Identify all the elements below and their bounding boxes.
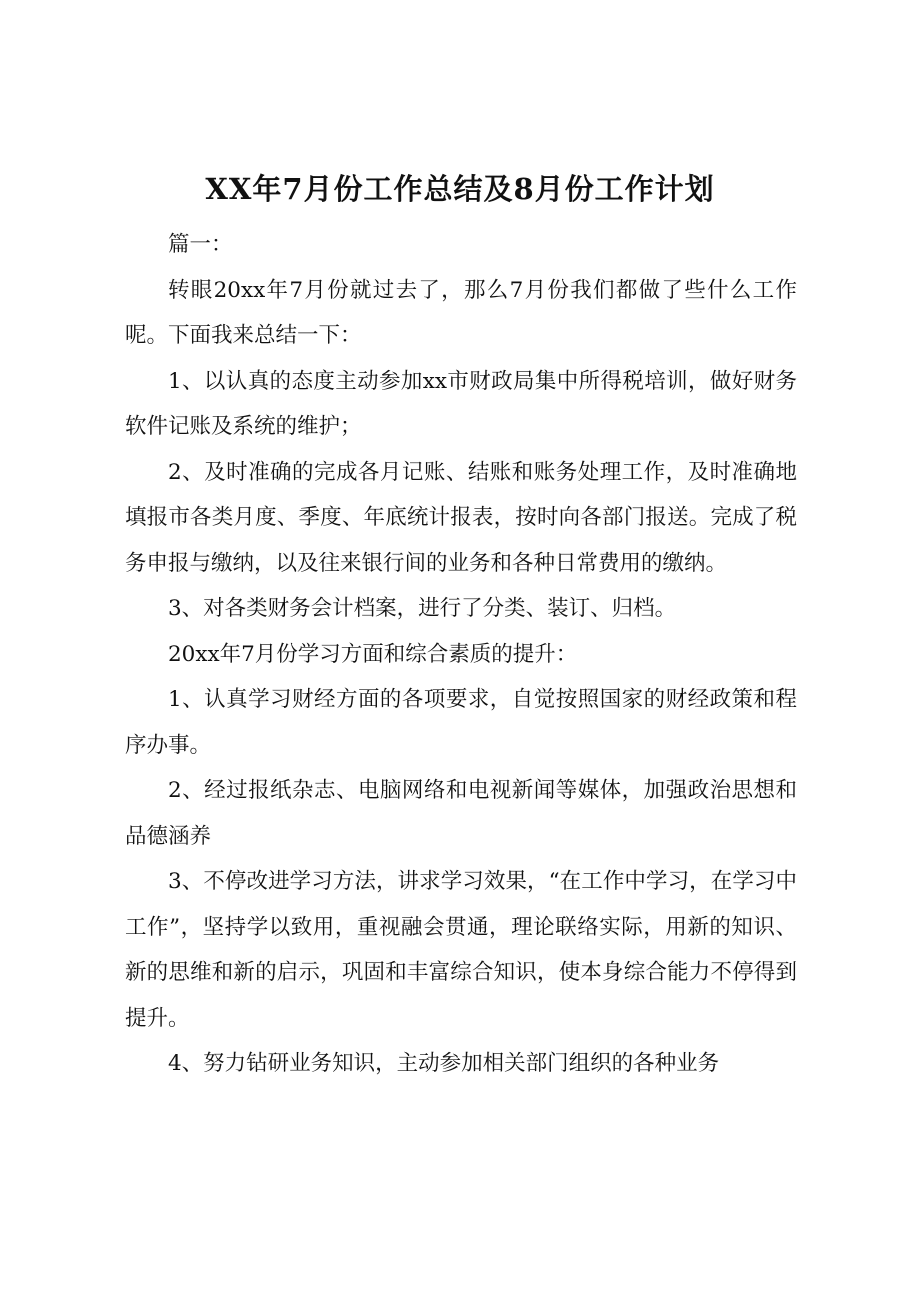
paragraph-study-item-4: 4、努力钻研业务知识，主动参加相关部门组织的各种业务 [168,1051,720,1076]
paragraph-work-item-2: 2、及时准确的完成各月记账、结账和账务处理工作，及时准确地填报市各类月度、季度、年底统计报表，按时向各部门报送。完成了税务申报与缴纳，以及往来银行间的业务和各种日常费用的缴纳。 [125,459,797,576]
document-body [125,222,797,1087]
paragraph-intro: 转眼20xx年7月份就过去了，那么7月份我们都做了些什么工作呢。下面我来总结一下： [125,277,797,348]
paragraph-study-heading: 20xx年7月份学习方面和综合素质的提升： [168,641,578,667]
document-title: XX年7月份工作总结及8月份工作计划 [205,172,715,206]
paragraph-section-label: 篇一： [168,232,233,257]
paragraph-work-item-3: 3、对各类财务会计档案，进行了分类、装订、归档。 [168,596,677,621]
paragraph-work-item-1: 1、以认真的态度主动参加xx市财政局集中所得税培训，做好财务软件记账及系统的维护； [125,368,797,439]
paragraph-study-item-1: 1、认真学习财经方面的各项要求，自觉按照国家的财经政策和程序办事。 [125,687,797,758]
paragraph-study-item-2: 2、经过报纸杂志、电脑网络和电视新闻等媒体，加强政治思想和品德涵养 [125,778,797,849]
paragraph-study-item-3: 3、不停改进学习方法，讲求学习效果，“在工作中学习，在学习中工作”，坚持学以致用，重视融会贯通，理论联络实际，用新的知识、新的思维和新的启示，巩固和丰富综合知识，使本身综合能力不停得到提升。 [125,869,797,1031]
